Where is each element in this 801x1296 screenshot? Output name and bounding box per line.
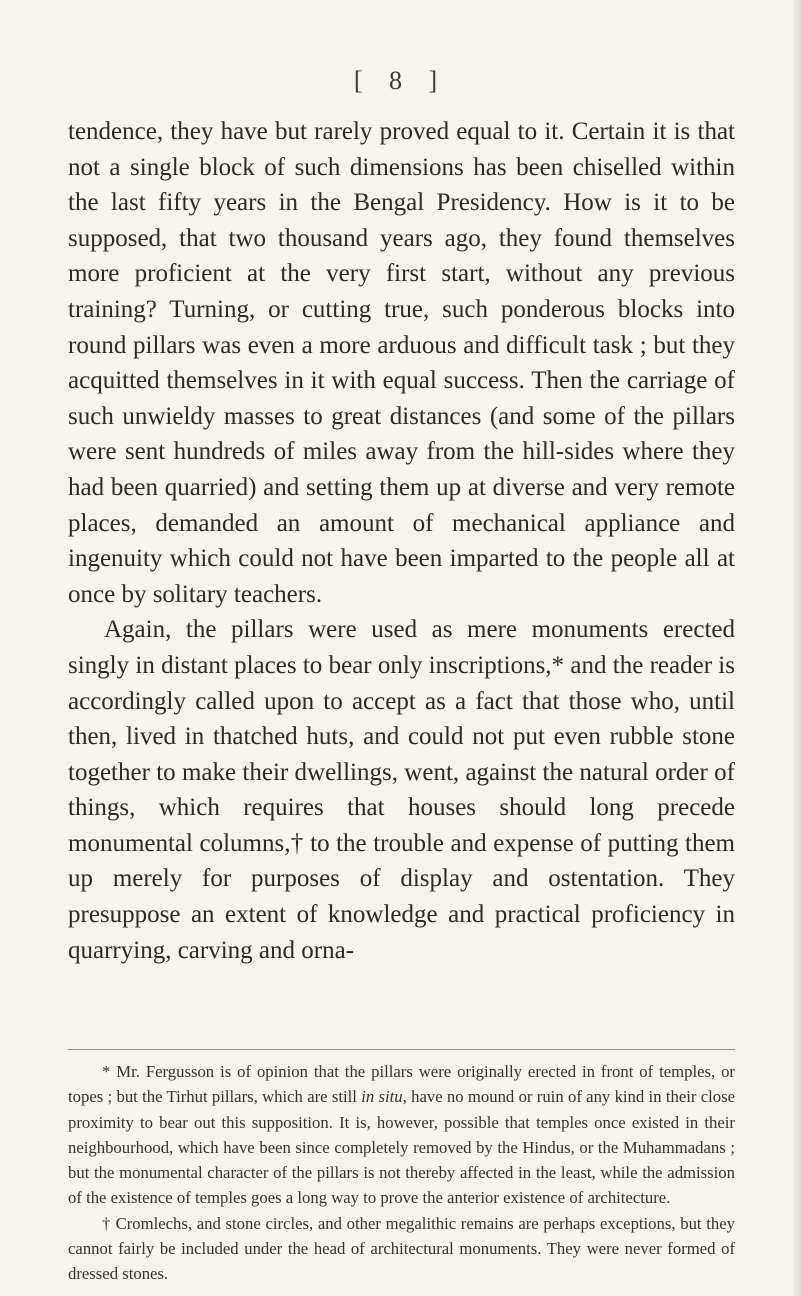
page-edge-shadow bbox=[793, 0, 801, 1296]
footnotes-block bbox=[68, 1059, 735, 1287]
paragraph-2: Again, the pillars were used as mere monuments erected singly in distant places to bear only inscriptions,* and the reader is accordingly called upon to accept as a fact that those who, until then, lived in thatched huts, and could not put even rubble stone together to make their dwellings, went, against the natural order of things, which requires that houses should long precede monumental columns,† to the trouble and expense of putting them up merely for purposes of display and ostentation. They presuppose an extent of knowledge and practical proficiency in quarrying, carving and orna- bbox=[68, 616, 735, 964]
page-number: [ 8 ] bbox=[353, 66, 448, 95]
footnote-divider bbox=[68, 1049, 735, 1050]
footnote-1-text-a: * Mr. Fergusson is of opinion that the pillars were originally erected in front of temples, or topes ; but the Tirhut pillars, which are still bbox=[68, 1062, 735, 1107]
footnote-1-italic-term: in situ bbox=[361, 1087, 403, 1107]
footnote-1-text-b: , have no mound or ruin of any kind in their close proximity to bear out this supposition. It is, however, possible that temples once existed in their neighbourhood, which have been since completely removed by the Hindus, or the Muhammadans ; but the monumental character of the pillars is not thereby affected in the least, while the admission of the existence of temples goes a long way to prove the anterior existence of architecture. bbox=[68, 1087, 736, 1208]
footnote-2: † Cromlechs, and stone circles, and other megalithic remains are perhaps exceptions, but they cannot fairly be included under the head of architectural monuments. They were never formed of dressed stones. bbox=[68, 1213, 735, 1284]
footnote-1 bbox=[68, 1059, 735, 1211]
main-text-block bbox=[68, 114, 735, 968]
paragraph-1: tendence, they have but rarely proved equal to it. Certain it is that not a single block of such dimensions has been chiselled within the last fifty years in the Bengal Presidency. How is it to be supposed, that two thousand years ago, they found themselves more proficient at the very first start, without any previous training? Turning, or cutting true, such ponderous blocks into round pillars was even a more arduous and difficult task ; but they acquitted themselves in it with equal success. Then the carriage of such unwieldy masses to great distances (and some of the pillars were sent hundreds of miles away from the hill-sides where they had been quarried) and setting them up at diverse and very remote places, demanded an amount of mechanical appliance and ingenuity which could not have been imparted to the people all at once by solitary teachers. bbox=[68, 118, 735, 608]
